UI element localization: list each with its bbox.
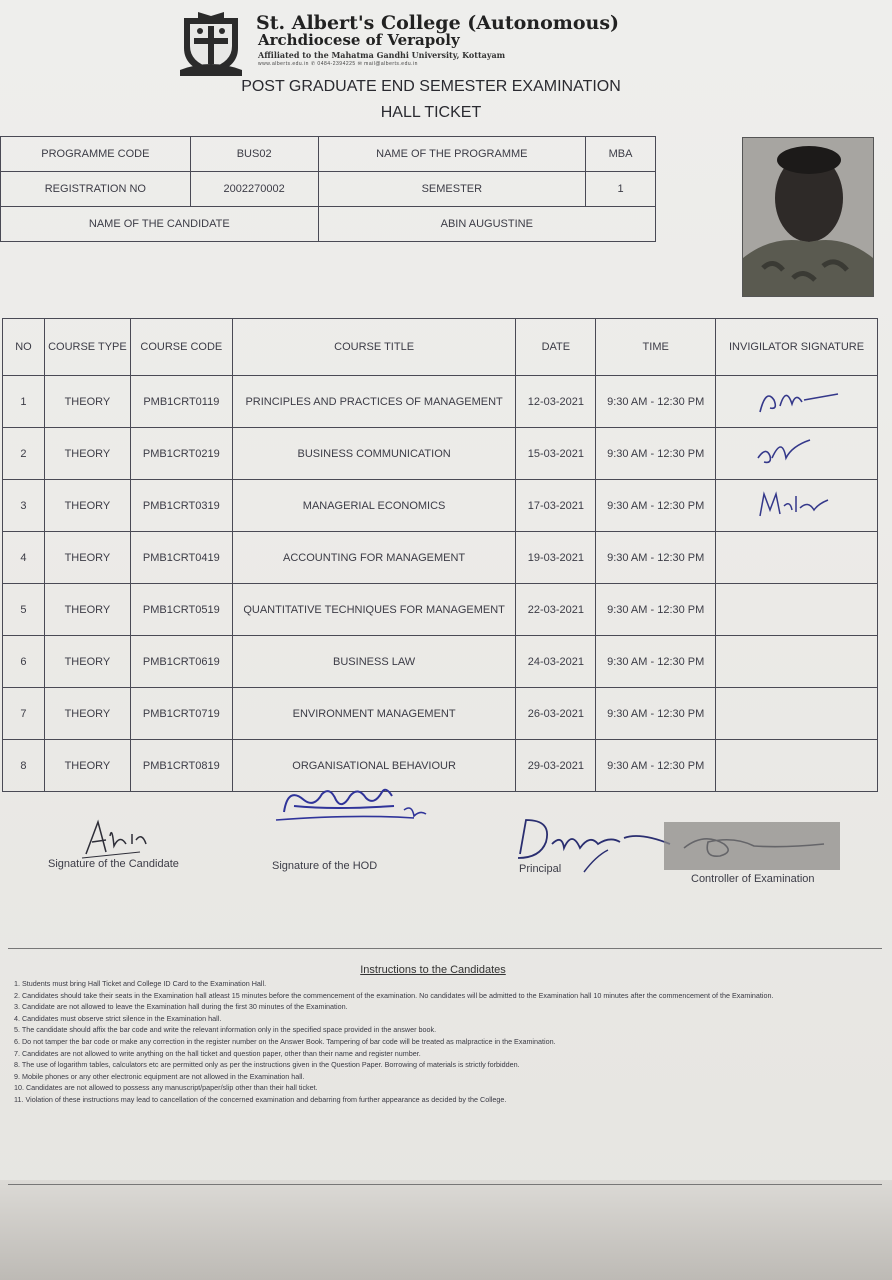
table-header-row: [3, 319, 878, 376]
row-time: 9:30 AM - 12:30 PM: [596, 740, 716, 792]
table-row: [3, 584, 878, 636]
table-row: [3, 376, 878, 428]
row-date: 15-03-2021: [516, 428, 596, 480]
row-type: THEORY: [44, 584, 130, 636]
header-time: TIME: [596, 319, 716, 376]
row-code: PMB1CRT0619: [130, 636, 232, 688]
table-row: [3, 688, 878, 740]
list-item: 5. The candidate should affix the bar code and write the relevant information only in the specified space provided in the answer book.: [14, 1025, 437, 1035]
list-item: 9. Mobile phones or any other electronic equipment are not allowed in the Examination hall.: [14, 1071, 305, 1081]
course-schedule-table: [2, 318, 878, 792]
row-date: 22-03-2021: [516, 584, 596, 636]
invigilator-signature-icon: [752, 432, 842, 472]
row-no: 6: [3, 636, 45, 688]
row-no: 2: [3, 428, 45, 480]
row-signature: [716, 636, 878, 688]
row-time: 9:30 AM - 12:30 PM: [596, 584, 716, 636]
list-item: 3. Candidate are not allowed to leave the Examination hall during the first 30 minutes of the Examination.: [14, 1002, 348, 1012]
candidate-photo: [742, 137, 874, 297]
row-date: 29-03-2021: [516, 740, 596, 792]
exam-title: POST GRADUATE END SEMESTER EXAMINATION: [241, 78, 621, 95]
row-type: THEORY: [44, 480, 130, 532]
row-no: 1: [3, 376, 45, 428]
row-time: 9:30 AM - 12:30 PM: [596, 688, 716, 740]
table-row: [3, 480, 878, 532]
row-code: PMB1CRT0819: [130, 740, 232, 792]
table-row: [3, 636, 878, 688]
list-item: 4. Candidates must observe strict silence in the Examination hall.: [14, 1013, 222, 1023]
row-title: ENVIRONMENT MANAGEMENT: [232, 688, 516, 740]
instructions-title: Instructions to the Candidates: [360, 964, 506, 976]
row-title: QUANTITATIVE TECHNIQUES FOR MANAGEMENT: [232, 584, 516, 636]
row-signature: [716, 688, 878, 740]
row-signature: [716, 376, 878, 428]
row-date: 12-03-2021: [516, 376, 596, 428]
row-code: PMB1CRT0119: [130, 376, 232, 428]
header-no: NO: [3, 319, 45, 376]
row-type: THEORY: [44, 688, 130, 740]
programme-code-label: PROGRAMME CODE: [1, 137, 191, 172]
table-row: [3, 532, 878, 584]
programme-name-label: NAME OF THE PROGRAMME: [318, 137, 586, 172]
header-date: DATE: [516, 319, 596, 376]
row-code: PMB1CRT0519: [130, 584, 232, 636]
row-type: THEORY: [44, 740, 130, 792]
row-no: 8: [3, 740, 45, 792]
row-code: PMB1CRT0319: [130, 480, 232, 532]
candidate-signature-label: Signature of the Candidate: [48, 858, 179, 870]
row-time: 9:30 AM - 12:30 PM: [596, 636, 716, 688]
list-item: 6. Do not tamper the bar code or make any correction in the register number on the Answer Book. Tampering of bar code will be treated as malpractice in the Examination.: [14, 1036, 556, 1046]
row-code: PMB1CRT0419: [130, 532, 232, 584]
row-title: PRINCIPLES AND PRACTICES OF MANAGEMENT: [232, 376, 516, 428]
row-time: 9:30 AM - 12:30 PM: [596, 532, 716, 584]
page-shadow: [0, 1180, 892, 1280]
row-code: PMB1CRT0219: [130, 428, 232, 480]
candidate-info-table: [0, 136, 656, 242]
row-signature: [716, 532, 878, 584]
list-item: 10. Candidates are not allowed to possess any manuscript/paper/slip other than their hall ticket.: [14, 1083, 318, 1093]
row-time: 9:30 AM - 12:30 PM: [596, 376, 716, 428]
controller-signature-icon: [664, 822, 840, 870]
college-crest-icon: [178, 10, 244, 76]
row-date: 26-03-2021: [516, 688, 596, 740]
row-type: THEORY: [44, 532, 130, 584]
invigilator-signature-icon: [752, 484, 842, 524]
header-course-code: COURSE CODE: [130, 319, 232, 376]
controller-signature-area: [664, 822, 840, 870]
instructions-list: [14, 978, 874, 1106]
list-item: 1. Students must bring Hall Ticket and College ID Card to the Examination Hall.: [14, 979, 267, 988]
controller-signature-label: Controller of Examination: [691, 873, 815, 885]
row-signature: [716, 480, 878, 532]
row-type: THEORY: [44, 376, 130, 428]
row-no: 5: [3, 584, 45, 636]
invigilator-signature-icon: [752, 380, 842, 420]
candidate-name-label: NAME OF THE CANDIDATE: [1, 207, 319, 242]
candidate-signature-icon: [80, 816, 160, 860]
registration-label: REGISTRATION NO: [1, 172, 191, 207]
row-time: 9:30 AM - 12:30 PM: [596, 480, 716, 532]
candidate-name-value: ABIN AUGUSTINE: [318, 207, 655, 242]
list-item: 8. The use of logarithm tables, calculators etc are permitted only as per the instructions given in the Question Paper. Borrowing of materials is strictly forbidden.: [14, 1060, 520, 1070]
row-code: PMB1CRT0719: [130, 688, 232, 740]
college-affiliation: Affiliated to the Mahatma Gandhi University, Kottayam: [258, 50, 506, 60]
row-time: 9:30 AM - 12:30 PM: [596, 428, 716, 480]
registration-value: 2002270002: [190, 172, 318, 207]
row-no: 3: [3, 480, 45, 532]
row-title: ACCOUNTING FOR MANAGEMENT: [232, 532, 516, 584]
row-title: ORGANISATIONAL BEHAVIOUR: [232, 740, 516, 792]
principal-signature-label: Principal: [519, 863, 562, 875]
row-title: MANAGERIAL ECONOMICS: [232, 480, 516, 532]
row-no: 7: [3, 688, 45, 740]
hod-signature-label: Signature of the HOD: [272, 860, 378, 872]
header-course-type: COURSE TYPE: [44, 319, 130, 376]
college-subtitle: Archdiocese of Verapoly: [258, 31, 460, 49]
row-signature: [716, 428, 878, 480]
row-date: 19-03-2021: [516, 532, 596, 584]
row-signature: [716, 584, 878, 636]
hod-signature-icon: [274, 776, 444, 828]
list-item: 11. Violation of these instructions may lead to cancellation of the concerned examination and debarring from further appearance as decided by the College.: [14, 1094, 507, 1104]
list-item: 2. Candidates should take their seats in the Examination hall atleast 15 minutes before the commencement of the examination. No candidates will be admitted to the Examination hall 10 minutes after the commencement of the Examination.: [14, 990, 774, 1000]
row-type: THEORY: [44, 636, 130, 688]
semester-value: 1: [586, 172, 656, 207]
row-type: THEORY: [44, 428, 130, 480]
list-item: 7. Candidates are not allowed to write anything on the hall ticket and question paper, other than their name and register number.: [14, 1048, 421, 1058]
college-name: St. Albert's College (Autonomous): [256, 12, 620, 34]
row-date: 24-03-2021: [516, 636, 596, 688]
row-date: 17-03-2021: [516, 480, 596, 532]
semester-label: SEMESTER: [318, 172, 586, 207]
row-title: BUSINESS COMMUNICATION: [232, 428, 516, 480]
candidate-photo-icon: [743, 138, 873, 296]
row-signature: [716, 740, 878, 792]
programme-code-value: BUS02: [190, 137, 318, 172]
header-course-title: COURSE TITLE: [232, 319, 516, 376]
row-title: BUSINESS LAW: [232, 636, 516, 688]
header-invigilator-signature: INVIGILATOR SIGNATURE: [716, 319, 878, 376]
row-no: 4: [3, 532, 45, 584]
table-row: [3, 428, 878, 480]
college-contact: www.alberts.edu.in ✆ 0484-2394225 ✉ mail@alberts.edu.in: [258, 61, 418, 67]
hall-ticket-title: HALL TICKET: [380, 104, 482, 121]
programme-name-value: MBA: [586, 137, 656, 172]
